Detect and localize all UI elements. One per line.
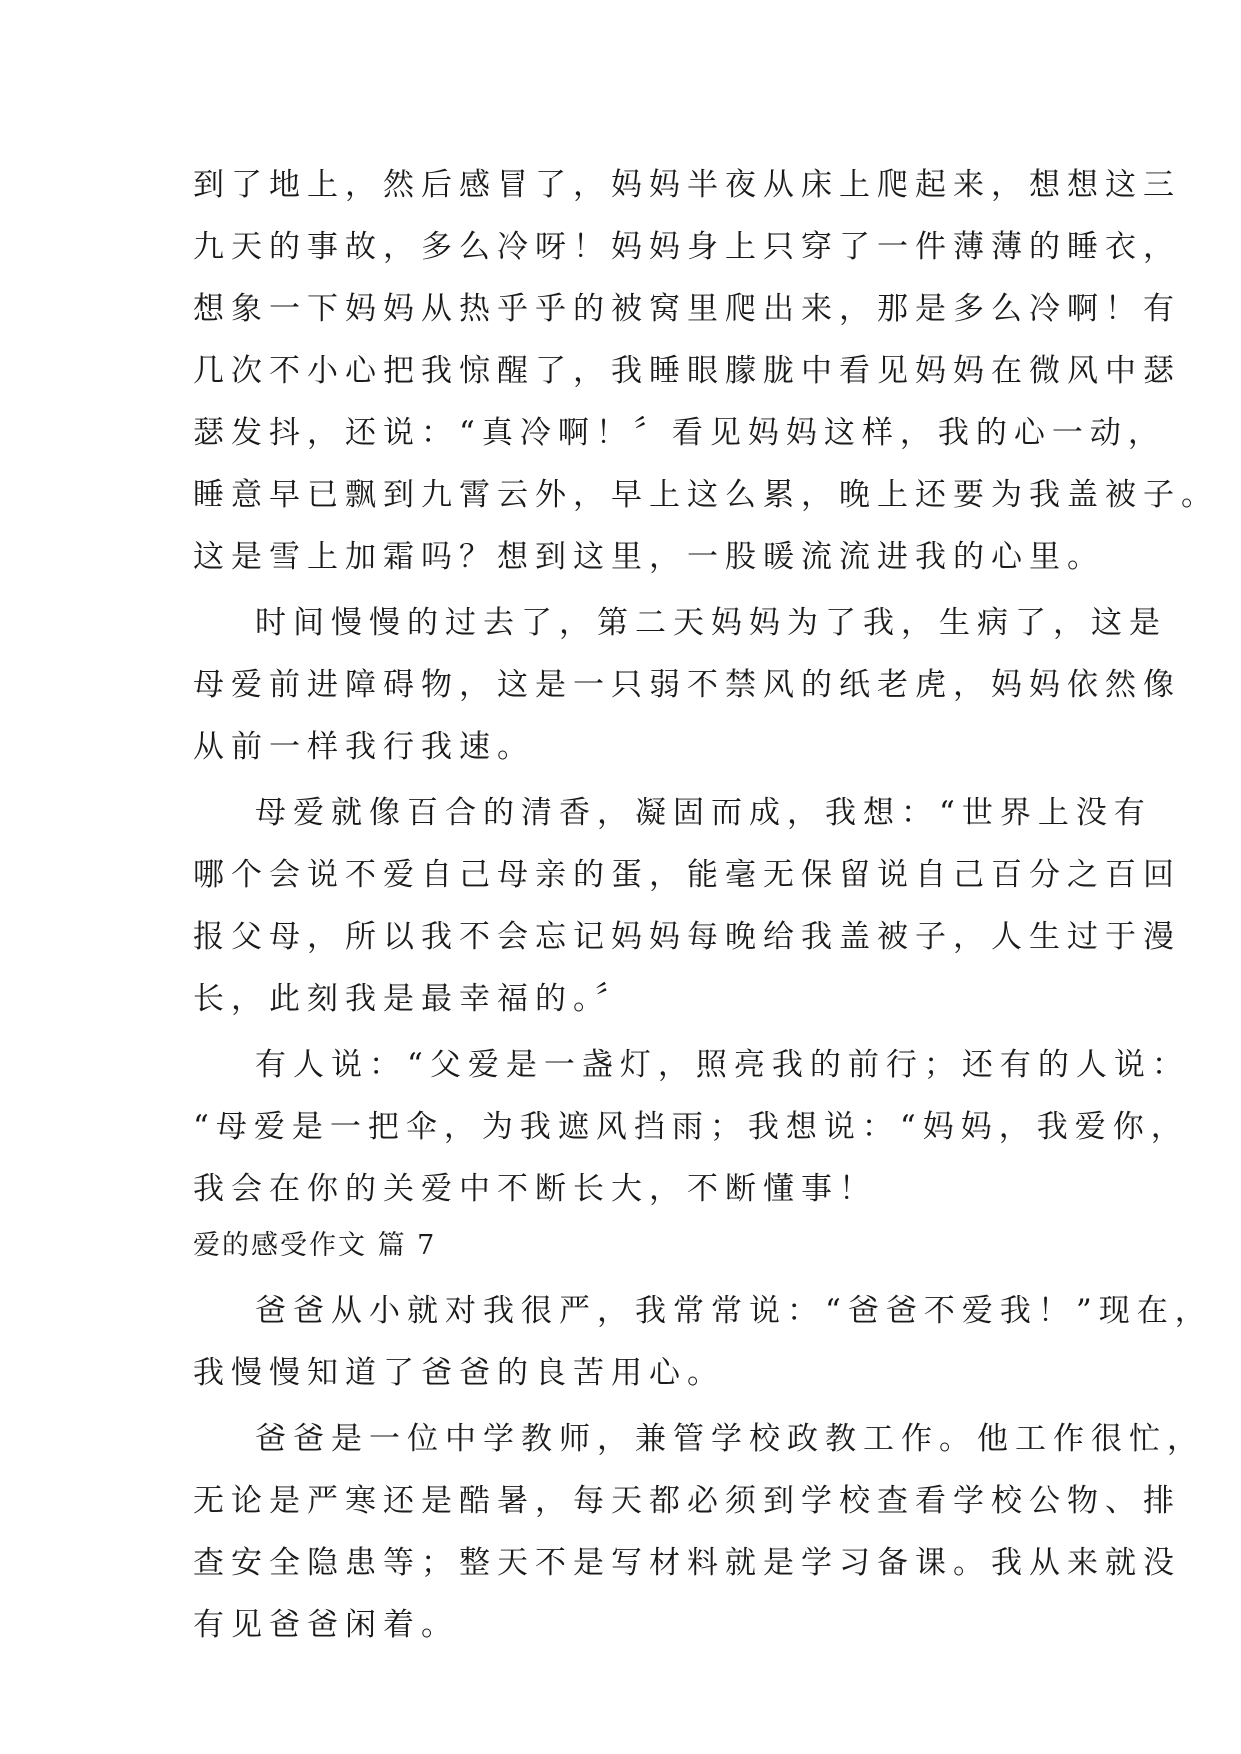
paragraph-line: 查安全隐患等；整天不是写材料就是学习备课。我从来就没: [193, 1545, 1181, 1581]
paragraph-line: 我慢慢知道了爸爸的良苦用心。: [193, 1355, 725, 1391]
paragraph-line: 几次不小心把我惊醒了，我睡眼朦胧中看见妈妈在微风中瑟: [193, 353, 1181, 389]
paragraph-line: 有人说：“父爱是一盏灯，照亮我的前行；还有的人说：: [255, 1047, 1190, 1083]
paragraph-line: 瑟发抖，还说：“真冷啊！〞看见妈妈这样，我的心一动，: [193, 415, 1166, 451]
paragraph-line: 爸爸从小就对我很严，我常常说：“爸爸不爱我！”现在，: [255, 1293, 1213, 1329]
paragraph-line: 想象一下妈妈从热乎乎的被窝里爬出来，那是多么冷啊！有: [193, 291, 1181, 327]
paragraph-line: 九天的事故，多么冷呀！妈妈身上只穿了一件薄薄的睡衣，: [193, 229, 1181, 265]
paragraph-line: 无论是严寒还是酷暑，每天都必须到学校查看学校公物、排: [193, 1483, 1181, 1519]
paragraph-line: 爸爸是一位中学教师，兼管学校政教工作。他工作很忙，: [255, 1421, 1205, 1457]
section-heading: 爱的感受作文 篇 7: [193, 1230, 437, 1261]
paragraph-line: 这是雪上加霜吗？想到这里，一股暖流流进我的心里。: [193, 539, 1105, 575]
paragraph-line: 有见爸爸闲着。: [193, 1607, 459, 1643]
paragraph-line: 到了地上，然后感冒了，妈妈半夜从床上爬起来，想想这三: [193, 167, 1181, 203]
paragraph-line: 睡意早已飘到九霄云外，早上这么累，晚上还要为我盖被子。: [193, 477, 1219, 513]
paragraph-line: 哪个会说不爱自己母亲的蛋，能毫无保留说自己百分之百回: [193, 857, 1181, 893]
paragraph-line: “母爱是一把伞，为我遮风挡雨；我想说：“妈妈，我爱你，: [193, 1109, 1189, 1145]
paragraph-line: 母爱前进障碍物，这是一只弱不禁风的纸老虎，妈妈依然像: [193, 667, 1181, 703]
paragraph-line: 长，此刻我是最幸福的。〞: [193, 981, 634, 1017]
paragraph-line: 从前一样我行我速。: [193, 729, 535, 765]
paragraph-line: 时间慢慢的过去了，第二天妈妈为了我，生病了，这是: [255, 605, 1167, 641]
paragraph-line: 我会在你的关爱中不断长大，不断懂事！: [193, 1171, 877, 1207]
paragraph-line: 母爱就像百合的清香，凝固而成，我想：“世界上没有: [255, 795, 1152, 831]
paragraph-line: 报父母，所以我不会忘记妈妈每晚给我盖被子，人生过于漫: [193, 919, 1181, 955]
